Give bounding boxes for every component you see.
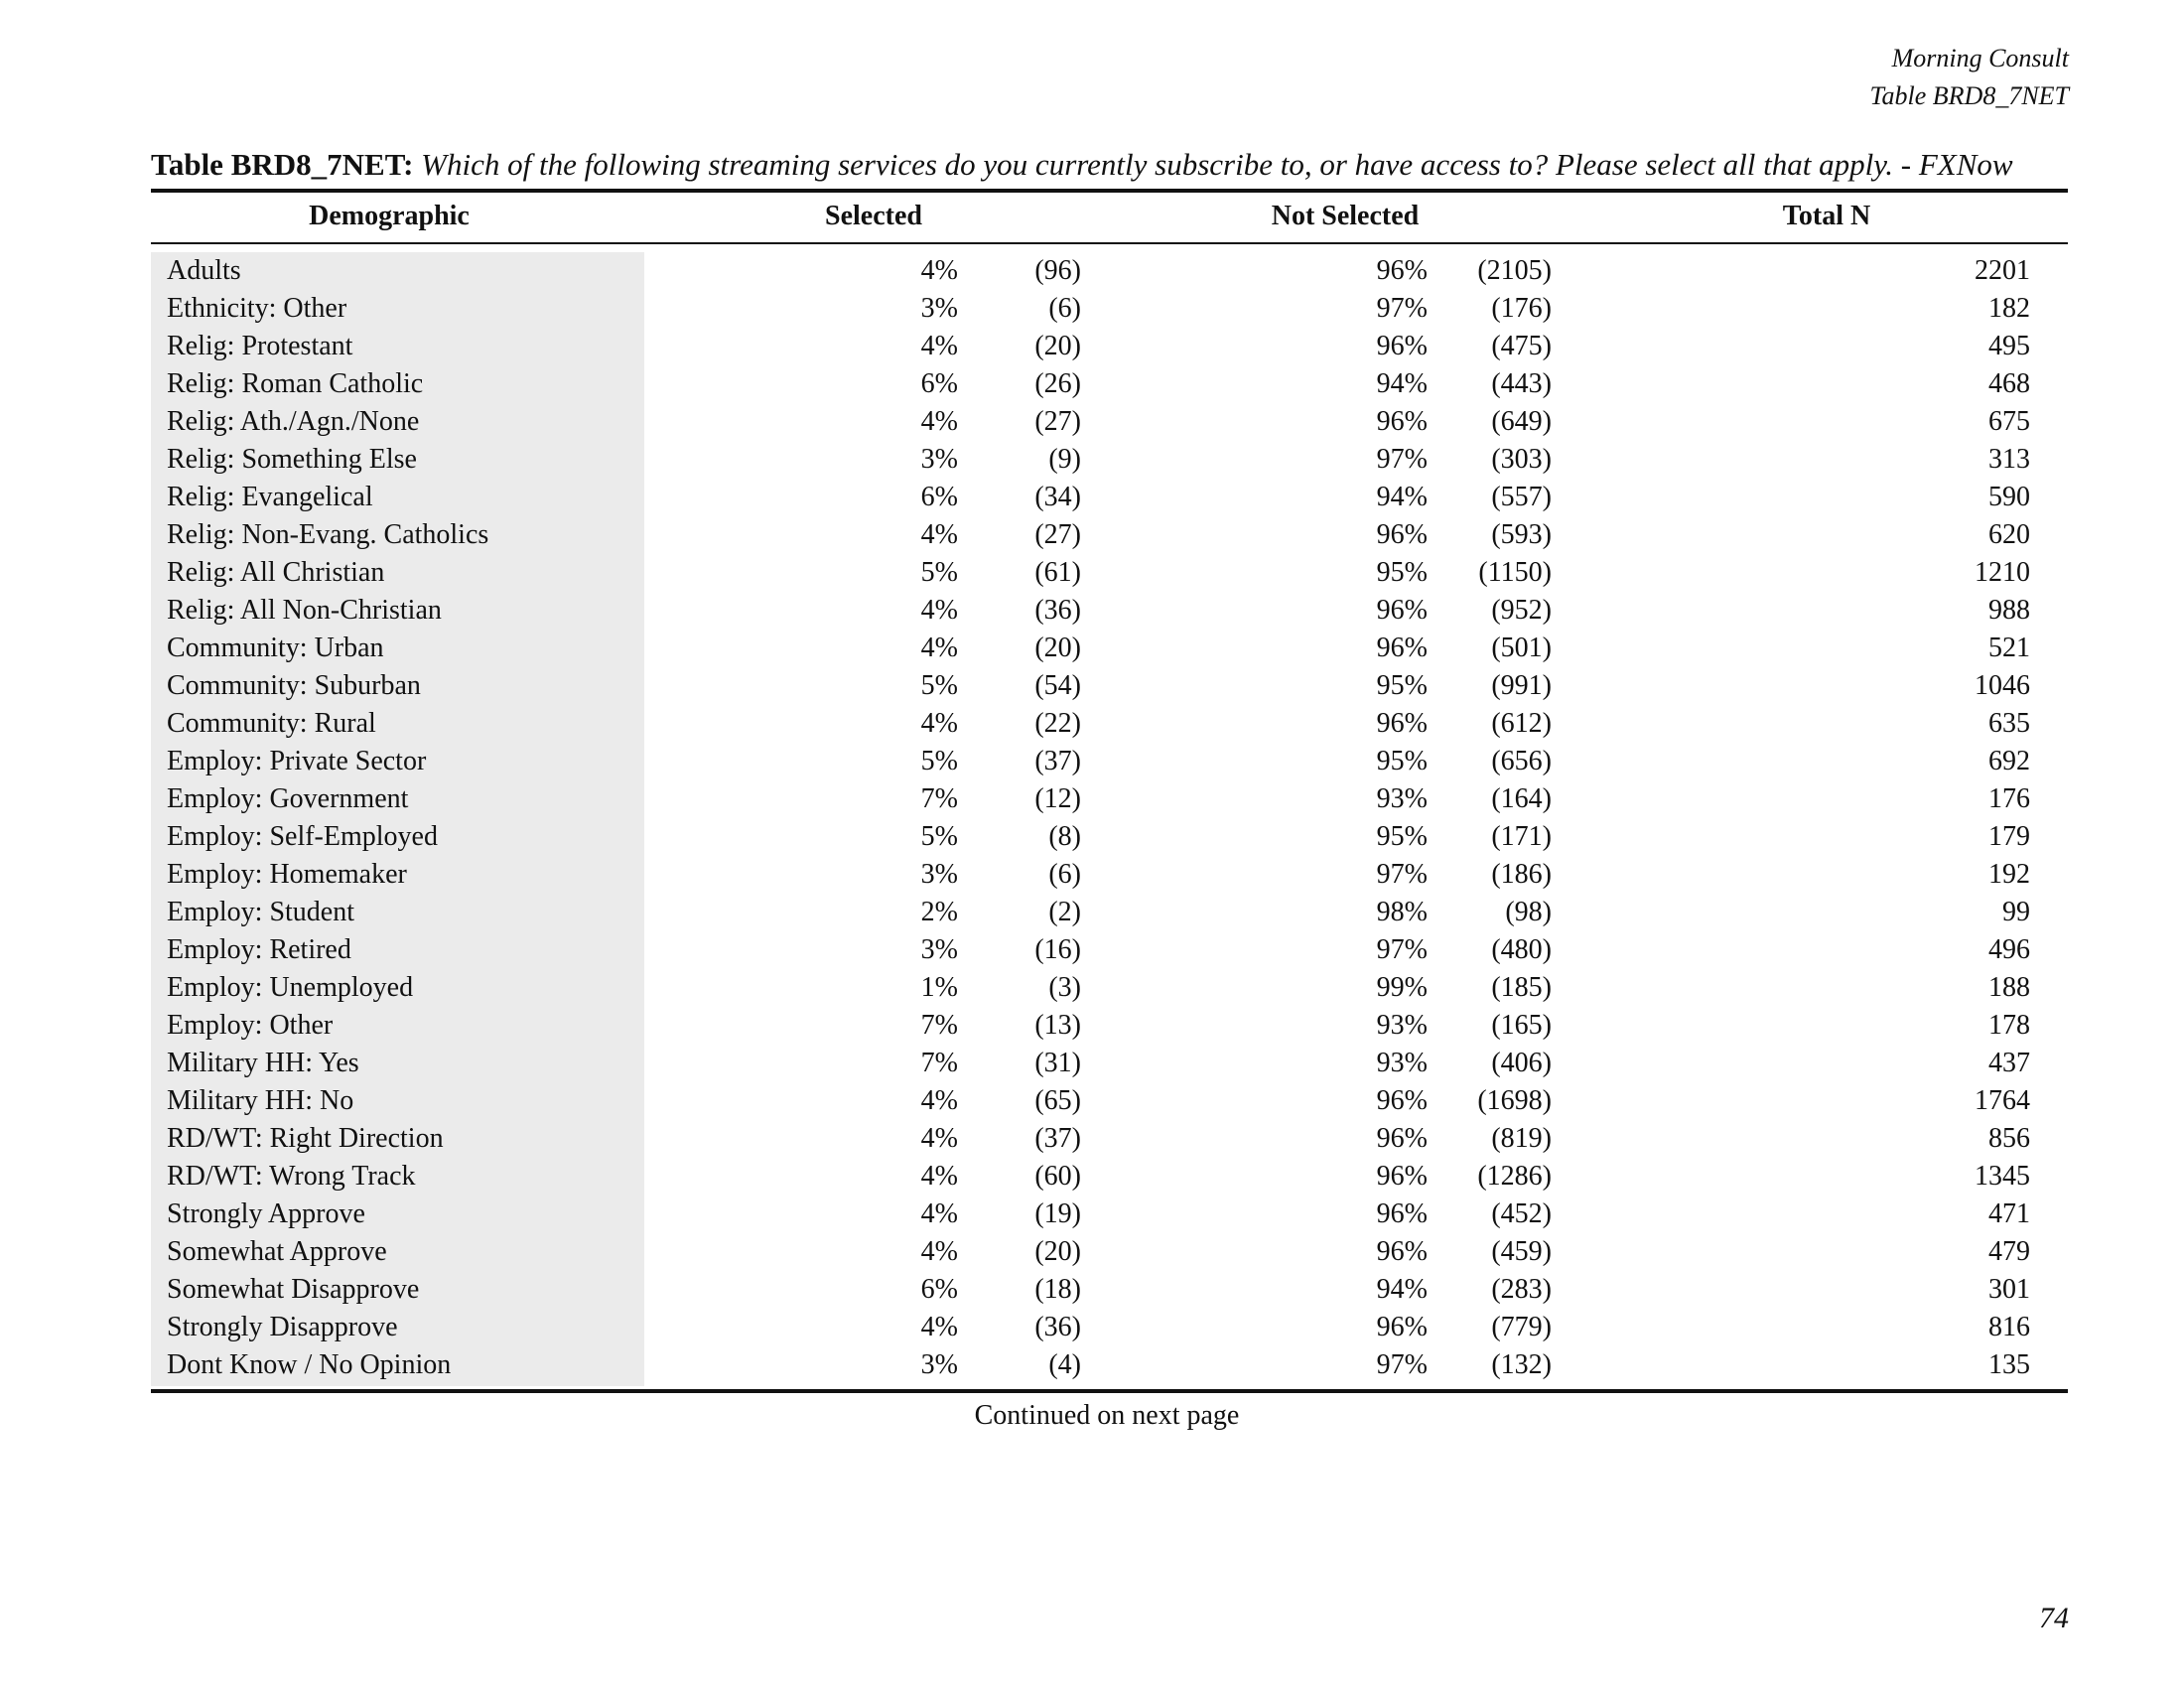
cell-not-selected-n: (2105) bbox=[1477, 255, 1552, 286]
table-row bbox=[151, 365, 2068, 403]
cell-demographic: Relig: All Non-Christian bbox=[167, 595, 442, 626]
cell-demographic: Employ: Government bbox=[167, 783, 409, 814]
cell-demographic: Relig: Ath./Agn./None bbox=[167, 406, 420, 437]
table-row bbox=[151, 818, 2068, 856]
cell-total-n: 496 bbox=[1988, 934, 2030, 965]
cell-selected-pct: 3% bbox=[920, 293, 958, 324]
cell-total-n: 176 bbox=[1988, 783, 2030, 814]
table-row bbox=[151, 1045, 2068, 1082]
cell-selected-pct: 4% bbox=[920, 595, 958, 626]
table-row bbox=[151, 630, 2068, 667]
cell-not-selected-n: (991) bbox=[1491, 670, 1552, 701]
cell-not-selected-pct: 96% bbox=[1376, 1085, 1428, 1116]
cell-selected-pct: 4% bbox=[920, 708, 958, 739]
cell-selected-pct: 6% bbox=[920, 368, 958, 399]
cell-not-selected-pct: 97% bbox=[1376, 1349, 1428, 1380]
cell-total-n: 2201 bbox=[1975, 255, 2030, 286]
cell-total-n: 692 bbox=[1988, 746, 2030, 776]
table-row bbox=[151, 516, 2068, 554]
cell-selected-pct: 2% bbox=[920, 897, 958, 927]
cell-total-n: 479 bbox=[1988, 1236, 2030, 1267]
cell-not-selected-n: (1150) bbox=[1478, 557, 1552, 588]
cell-selected-n: (37) bbox=[1034, 1123, 1081, 1154]
cell-not-selected-n: (501) bbox=[1491, 633, 1552, 663]
cell-demographic: Adults bbox=[167, 255, 241, 286]
page-number: 74 bbox=[2039, 1602, 2069, 1634]
cell-selected-n: (8) bbox=[1048, 821, 1081, 852]
header-rule bbox=[151, 242, 2068, 244]
cell-selected-n: (16) bbox=[1034, 934, 1081, 965]
cell-selected-pct: 4% bbox=[920, 1085, 958, 1116]
cell-not-selected-pct: 96% bbox=[1376, 255, 1428, 286]
cell-selected-n: (54) bbox=[1034, 670, 1081, 701]
cell-demographic: Somewhat Approve bbox=[167, 1236, 387, 1267]
table-row bbox=[151, 1309, 2068, 1346]
table-bottom-rule bbox=[151, 1389, 2068, 1393]
cell-not-selected-n: (593) bbox=[1491, 519, 1552, 550]
cell-demographic: Relig: Non-Evang. Catholics bbox=[167, 519, 489, 550]
cell-not-selected-n: (171) bbox=[1491, 821, 1552, 852]
cell-total-n: 179 bbox=[1988, 821, 2030, 852]
cell-selected-n: (2) bbox=[1048, 897, 1081, 927]
cell-not-selected-n: (819) bbox=[1491, 1123, 1552, 1154]
cell-demographic: Military HH: No bbox=[167, 1085, 354, 1116]
table-row bbox=[151, 1158, 2068, 1196]
cell-not-selected-n: (283) bbox=[1491, 1274, 1552, 1305]
cell-selected-pct: 5% bbox=[920, 746, 958, 776]
cell-not-selected-n: (557) bbox=[1491, 482, 1552, 512]
cell-total-n: 313 bbox=[1988, 444, 2030, 475]
header-table-id: Table BRD8_7NET bbox=[1869, 81, 2069, 110]
cell-total-n: 182 bbox=[1988, 293, 2030, 324]
cell-demographic: Community: Suburban bbox=[167, 670, 421, 701]
cell-total-n: 675 bbox=[1988, 406, 2030, 437]
cell-demographic: Relig: Protestant bbox=[167, 331, 353, 361]
cell-total-n: 471 bbox=[1988, 1198, 2030, 1229]
cell-not-selected-n: (164) bbox=[1491, 783, 1552, 814]
cell-selected-pct: 4% bbox=[920, 519, 958, 550]
cell-demographic: Somewhat Disapprove bbox=[167, 1274, 420, 1305]
cell-not-selected-pct: 96% bbox=[1376, 519, 1428, 550]
cell-not-selected-pct: 93% bbox=[1376, 783, 1428, 814]
cell-total-n: 590 bbox=[1988, 482, 2030, 512]
cell-not-selected-pct: 96% bbox=[1376, 331, 1428, 361]
cell-not-selected-pct: 93% bbox=[1376, 1010, 1428, 1041]
column-header-not-selected: Not Selected bbox=[1271, 201, 1420, 231]
cell-selected-pct: 3% bbox=[920, 934, 958, 965]
cell-total-n: 99 bbox=[2002, 897, 2030, 927]
cell-total-n: 468 bbox=[1988, 368, 2030, 399]
cell-not-selected-pct: 96% bbox=[1376, 1312, 1428, 1342]
cell-total-n: 521 bbox=[1988, 633, 2030, 663]
cell-demographic: Employ: Unemployed bbox=[167, 972, 414, 1003]
table-row bbox=[151, 780, 2068, 818]
table-title-label: Table BRD8_7NET: bbox=[151, 147, 414, 182]
table-row bbox=[151, 1007, 2068, 1045]
cell-selected-n: (31) bbox=[1034, 1048, 1081, 1078]
cell-selected-n: (65) bbox=[1034, 1085, 1081, 1116]
cell-selected-pct: 3% bbox=[920, 444, 958, 475]
cell-total-n: 816 bbox=[1988, 1312, 2030, 1342]
cell-demographic: Relig: Evangelical bbox=[167, 482, 373, 512]
cell-selected-n: (96) bbox=[1034, 255, 1081, 286]
table-row bbox=[151, 592, 2068, 630]
cell-selected-n: (18) bbox=[1034, 1274, 1081, 1305]
cell-not-selected-n: (779) bbox=[1491, 1312, 1552, 1342]
cell-not-selected-pct: 94% bbox=[1376, 482, 1428, 512]
cell-total-n: 856 bbox=[1988, 1123, 2030, 1154]
table-row bbox=[151, 252, 2068, 290]
cell-selected-pct: 6% bbox=[920, 482, 958, 512]
cell-total-n: 135 bbox=[1988, 1349, 2030, 1380]
cell-selected-n: (9) bbox=[1048, 444, 1081, 475]
cell-selected-pct: 4% bbox=[920, 331, 958, 361]
cell-selected-pct: 4% bbox=[920, 1161, 958, 1192]
cell-not-selected-pct: 96% bbox=[1376, 595, 1428, 626]
cell-not-selected-n: (165) bbox=[1491, 1010, 1552, 1041]
cell-demographic: Employ: Self-Employed bbox=[167, 821, 438, 852]
cell-demographic: Employ: Other bbox=[167, 1010, 334, 1041]
cell-not-selected-pct: 96% bbox=[1376, 1161, 1428, 1192]
table-row bbox=[151, 856, 2068, 894]
cell-not-selected-pct: 97% bbox=[1376, 444, 1428, 475]
cell-selected-n: (19) bbox=[1034, 1198, 1081, 1229]
cell-not-selected-pct: 95% bbox=[1376, 821, 1428, 852]
cell-not-selected-n: (176) bbox=[1491, 293, 1552, 324]
table-top-rule bbox=[151, 189, 2068, 193]
cell-demographic: Relig: Something Else bbox=[167, 444, 417, 475]
table-row bbox=[151, 1271, 2068, 1309]
table-row bbox=[151, 1346, 2068, 1384]
cell-total-n: 1210 bbox=[1975, 557, 2030, 588]
header-org: Morning Consult bbox=[1891, 44, 2069, 72]
cell-selected-pct: 4% bbox=[920, 1312, 958, 1342]
cell-not-selected-n: (185) bbox=[1491, 972, 1552, 1003]
cell-selected-n: (34) bbox=[1034, 482, 1081, 512]
cell-total-n: 495 bbox=[1988, 331, 2030, 361]
cell-not-selected-pct: 95% bbox=[1376, 557, 1428, 588]
cell-selected-pct: 3% bbox=[920, 1349, 958, 1380]
table-title bbox=[151, 143, 2072, 187]
cell-selected-n: (26) bbox=[1034, 368, 1081, 399]
cell-not-selected-pct: 97% bbox=[1376, 934, 1428, 965]
cell-selected-n: (3) bbox=[1048, 972, 1081, 1003]
cell-demographic: Strongly Approve bbox=[167, 1198, 365, 1229]
cell-total-n: 1046 bbox=[1975, 670, 2030, 701]
cell-selected-n: (37) bbox=[1034, 746, 1081, 776]
table-row bbox=[151, 1233, 2068, 1271]
cell-not-selected-n: (443) bbox=[1491, 368, 1552, 399]
cell-selected-n: (20) bbox=[1034, 1236, 1081, 1267]
cell-not-selected-pct: 95% bbox=[1376, 746, 1428, 776]
cell-demographic: Community: Urban bbox=[167, 633, 384, 663]
cell-not-selected-pct: 96% bbox=[1376, 1123, 1428, 1154]
column-header-demographic: Demographic bbox=[309, 201, 470, 231]
table-row bbox=[151, 403, 2068, 441]
cell-total-n: 437 bbox=[1988, 1048, 2030, 1078]
table-row bbox=[151, 441, 2068, 479]
cell-selected-n: (12) bbox=[1034, 783, 1081, 814]
page-header bbox=[1869, 40, 2069, 115]
cell-not-selected-pct: 97% bbox=[1376, 293, 1428, 324]
cell-not-selected-n: (459) bbox=[1491, 1236, 1552, 1267]
cell-demographic: RD/WT: Right Direction bbox=[167, 1123, 444, 1154]
cell-selected-pct: 5% bbox=[920, 670, 958, 701]
cell-selected-n: (60) bbox=[1034, 1161, 1081, 1192]
cell-selected-n: (22) bbox=[1034, 708, 1081, 739]
cell-selected-pct: 6% bbox=[920, 1274, 958, 1305]
cell-selected-pct: 1% bbox=[920, 972, 958, 1003]
cell-total-n: 620 bbox=[1988, 519, 2030, 550]
cell-demographic: Employ: Private Sector bbox=[167, 746, 427, 776]
cell-total-n: 988 bbox=[1988, 595, 2030, 626]
cell-not-selected-pct: 93% bbox=[1376, 1048, 1428, 1078]
column-header-selected: Selected bbox=[825, 201, 922, 231]
cell-demographic: RD/WT: Wrong Track bbox=[167, 1161, 416, 1192]
cell-not-selected-n: (1286) bbox=[1477, 1161, 1552, 1192]
table-row bbox=[151, 1082, 2068, 1120]
column-header-total-n: Total N bbox=[1782, 201, 1871, 231]
cell-not-selected-n: (612) bbox=[1491, 708, 1552, 739]
cell-selected-n: (36) bbox=[1034, 1312, 1081, 1342]
cell-selected-pct: 4% bbox=[920, 406, 958, 437]
table-row bbox=[151, 969, 2068, 1007]
cell-demographic: Community: Rural bbox=[167, 708, 376, 739]
cell-selected-n: (20) bbox=[1034, 633, 1081, 663]
cell-not-selected-n: (452) bbox=[1491, 1198, 1552, 1229]
cell-not-selected-pct: 94% bbox=[1376, 1274, 1428, 1305]
cell-selected-pct: 4% bbox=[920, 255, 958, 286]
continued-note: Continued on next page bbox=[974, 1400, 1240, 1431]
cell-selected-n: (27) bbox=[1034, 406, 1081, 437]
cell-total-n: 635 bbox=[1988, 708, 2030, 739]
cell-not-selected-n: (186) bbox=[1491, 859, 1552, 890]
cell-selected-pct: 7% bbox=[920, 783, 958, 814]
cell-selected-pct: 4% bbox=[920, 1198, 958, 1229]
table-row bbox=[151, 1196, 2068, 1233]
cell-selected-pct: 3% bbox=[920, 859, 958, 890]
cell-selected-pct: 5% bbox=[920, 557, 958, 588]
cell-selected-n: (20) bbox=[1034, 331, 1081, 361]
cell-selected-n: (27) bbox=[1034, 519, 1081, 550]
cell-total-n: 188 bbox=[1988, 972, 2030, 1003]
cell-not-selected-pct: 99% bbox=[1376, 972, 1428, 1003]
cell-not-selected-pct: 96% bbox=[1376, 1236, 1428, 1267]
cell-demographic: Ethnicity: Other bbox=[167, 293, 347, 324]
cell-selected-n: (36) bbox=[1034, 595, 1081, 626]
cell-total-n: 301 bbox=[1988, 1274, 2030, 1305]
cell-demographic: Employ: Retired bbox=[167, 934, 351, 965]
table-row bbox=[151, 554, 2068, 592]
cell-not-selected-n: (303) bbox=[1491, 444, 1552, 475]
cell-not-selected-n: (475) bbox=[1491, 331, 1552, 361]
cell-selected-n: (6) bbox=[1048, 293, 1081, 324]
cell-not-selected-pct: 96% bbox=[1376, 1198, 1428, 1229]
cell-selected-n: (4) bbox=[1048, 1349, 1081, 1380]
table-row bbox=[151, 667, 2068, 705]
cell-total-n: 192 bbox=[1988, 859, 2030, 890]
cell-not-selected-pct: 97% bbox=[1376, 859, 1428, 890]
table-body bbox=[151, 252, 2068, 1384]
cell-not-selected-n: (656) bbox=[1491, 746, 1552, 776]
cell-not-selected-pct: 95% bbox=[1376, 670, 1428, 701]
cell-not-selected-n: (649) bbox=[1491, 406, 1552, 437]
table-row bbox=[151, 931, 2068, 969]
cell-not-selected-n: (952) bbox=[1491, 595, 1552, 626]
table-row bbox=[151, 328, 2068, 365]
cell-selected-pct: 4% bbox=[920, 1123, 958, 1154]
cell-not-selected-pct: 94% bbox=[1376, 368, 1428, 399]
cell-demographic: Employ: Student bbox=[167, 897, 354, 927]
table-row bbox=[151, 894, 2068, 931]
cell-not-selected-n: (1698) bbox=[1477, 1085, 1552, 1116]
cell-demographic: Employ: Homemaker bbox=[167, 859, 407, 890]
cell-not-selected-pct: 96% bbox=[1376, 633, 1428, 663]
table-row bbox=[151, 743, 2068, 780]
cell-total-n: 1764 bbox=[1975, 1085, 2030, 1116]
table-row bbox=[151, 1120, 2068, 1158]
cell-selected-n: (6) bbox=[1048, 859, 1081, 890]
table-title-question: Which of the following streaming services do you currently subscribe to, or have access to? Please select all that apply. - FXNow bbox=[421, 147, 2013, 182]
cell-selected-pct: 4% bbox=[920, 633, 958, 663]
cell-total-n: 1345 bbox=[1975, 1161, 2030, 1192]
cell-selected-pct: 5% bbox=[920, 821, 958, 852]
cell-not-selected-n: (406) bbox=[1491, 1048, 1552, 1078]
table-row bbox=[151, 479, 2068, 516]
cell-not-selected-n: (98) bbox=[1505, 897, 1552, 927]
table-row bbox=[151, 290, 2068, 328]
cell-demographic: Relig: Roman Catholic bbox=[167, 368, 424, 399]
cell-selected-n: (61) bbox=[1034, 557, 1081, 588]
cell-not-selected-n: (480) bbox=[1491, 934, 1552, 965]
cell-demographic: Relig: All Christian bbox=[167, 557, 385, 588]
cell-not-selected-pct: 98% bbox=[1376, 897, 1428, 927]
cell-not-selected-pct: 96% bbox=[1376, 708, 1428, 739]
cell-total-n: 178 bbox=[1988, 1010, 2030, 1041]
cell-demographic: Military HH: Yes bbox=[167, 1048, 359, 1078]
table-row bbox=[151, 705, 2068, 743]
cell-selected-pct: 4% bbox=[920, 1236, 958, 1267]
cell-demographic: Dont Know / No Opinion bbox=[167, 1349, 452, 1380]
cell-selected-n: (13) bbox=[1034, 1010, 1081, 1041]
cell-not-selected-n: (132) bbox=[1491, 1349, 1552, 1380]
cell-selected-pct: 7% bbox=[920, 1010, 958, 1041]
cell-demographic: Strongly Disapprove bbox=[167, 1312, 398, 1342]
cell-selected-pct: 7% bbox=[920, 1048, 958, 1078]
cell-not-selected-pct: 96% bbox=[1376, 406, 1428, 437]
